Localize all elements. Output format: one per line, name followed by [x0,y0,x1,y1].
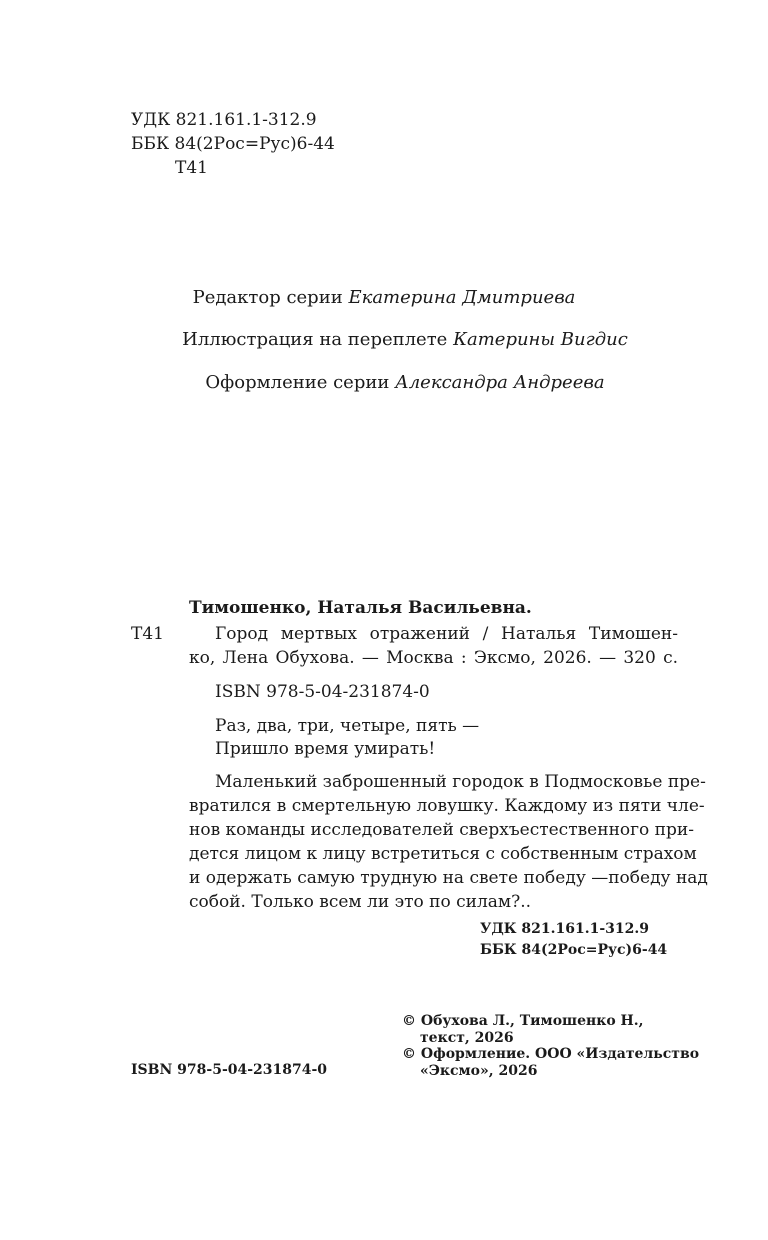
annotation-line: Маленький заброшенный городок в Подмосковье пре- [215,772,706,792]
credit-series-editor [0,286,768,310]
copyright-authors-line1: © Обухова Л., Тимошенко Н., [402,1013,644,1029]
footer-isbn: ISBN 978-5-04-231874-0 [131,1062,328,1078]
credit-role: Редактор серии [192,287,343,308]
copyright-design-line1: © Оформление. ООО «Издательство [402,1046,700,1062]
catalog-code: Т41 [131,624,164,644]
catalog-title-line2: ко, Лена Обухова. — Москва : Эксмо, 2026. — 320 с. [189,648,678,668]
catalog-author-heading: Тимошенко, Наталья Васильевна. [189,598,532,618]
annotation-line: и одержать самую трудную на свете победу —победу над [189,868,708,888]
catalog-bbk: ББК 84(2Рос=Рус)6-44 [480,942,668,958]
annotation-line: вратился в смертельную ловушку. Каждому из пяти чле- [189,796,705,816]
epigraph-line-2: Пришло время умирать! [215,739,436,759]
bbk-header: ББК 84(2Рос=Рус)6-44 [131,134,335,154]
annotation-line: собой. Только всем ли это по силам?.. [189,892,532,912]
credit-role: Иллюстрация на переплете [182,329,448,350]
credit-name: Катерины Вигдис [453,329,628,350]
catalog-isbn: ISBN 978-5-04-231874-0 [215,682,430,702]
annotation-line: нов команды исследователей сверхъестественного при- [189,820,694,840]
catalog-title-line1: Город мертвых отражений / Наталья Тимошен- [215,624,678,644]
copyright-authors-line2: текст, 2026 [420,1030,514,1046]
catalog-udk: УДК 821.161.1-312.9 [480,921,650,937]
credit-name: Александра Андреева [395,372,605,393]
epigraph-line-1: Раз, два, три, четыре, пять — [215,716,480,736]
credit-cover-illustration [0,328,768,352]
copyright-design-line2: «Эксмо», 2026 [420,1063,538,1079]
credit-role: Оформление серии [205,372,390,393]
annotation-line: дется лицом к лицу встретиться с собственным страхом [189,844,697,864]
credit-series-design [0,371,768,395]
credit-name: Екатерина Дмитриева [348,287,576,308]
author-code-header: Т41 [175,158,208,178]
udk-header: УДК 821.161.1-312.9 [131,110,317,130]
